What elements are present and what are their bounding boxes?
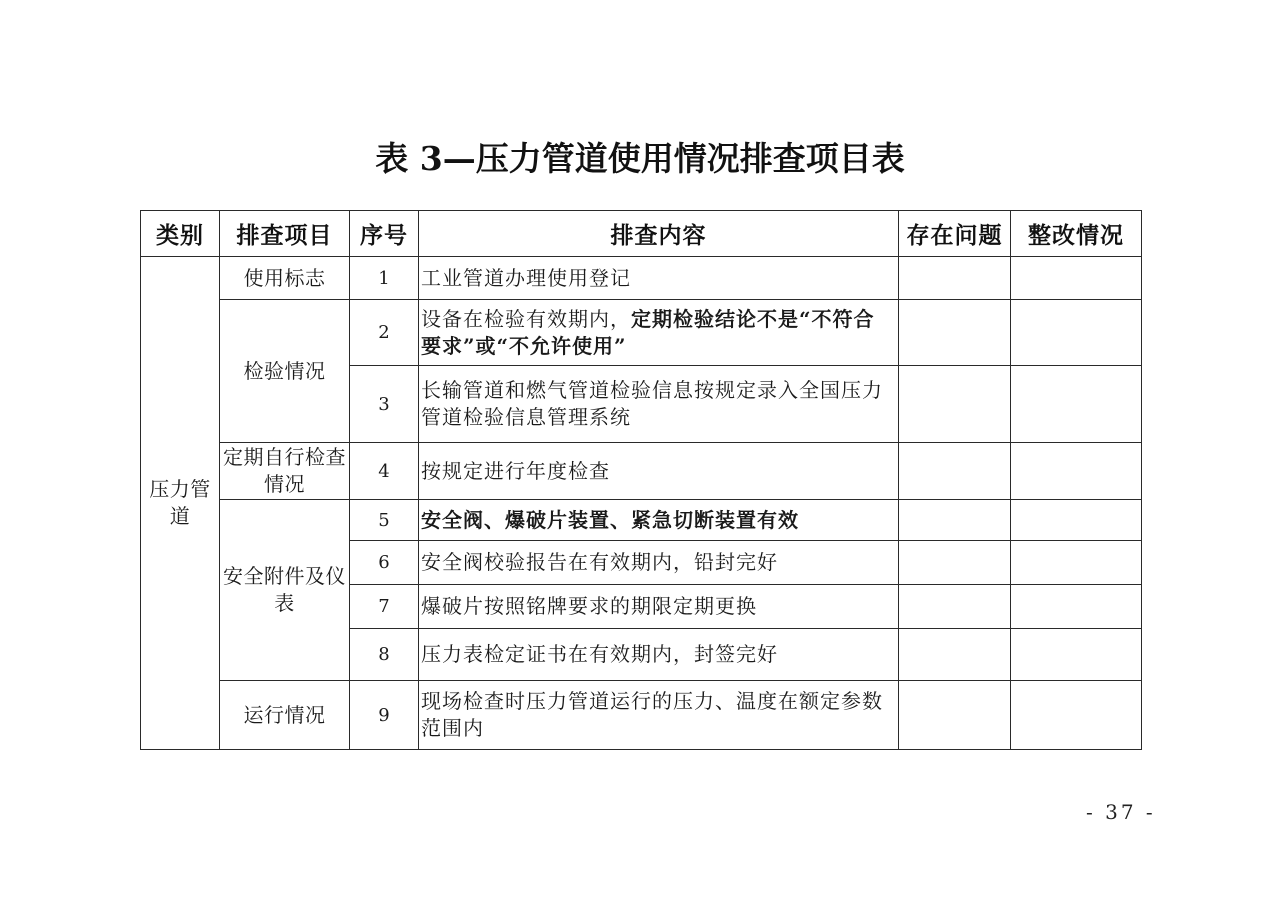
table-row — [141, 681, 1142, 750]
content-normal-text: 设备在检验有效期内， — [421, 306, 631, 331]
category-cell: 压力管道 — [141, 257, 220, 750]
header-category: 类别 — [141, 211, 220, 257]
issues-cell — [899, 257, 1011, 300]
issues-cell — [899, 585, 1011, 629]
number-cell: 9 — [350, 681, 419, 750]
item-cell: 安全附件及仪表 — [220, 500, 350, 681]
content-cell: 压力表检定证书在有效期内，封签完好 — [419, 629, 899, 681]
number-cell: 5 — [350, 500, 419, 541]
header-rectification: 整改情况 — [1011, 211, 1142, 257]
header-content: 排查内容 — [419, 211, 899, 257]
issues-cell — [899, 629, 1011, 681]
number-cell: 3 — [350, 366, 419, 443]
rectification-cell — [1011, 541, 1142, 585]
item-cell: 运行情况 — [220, 681, 350, 750]
content-cell: 安全阀、爆破片装置、紧急切断装置有效 — [419, 500, 899, 541]
rectification-cell — [1011, 585, 1142, 629]
content-bold-text: 定期检验结论不是“不符合要求”或“不允许使用” — [421, 306, 875, 358]
rectification-cell — [1011, 366, 1142, 443]
rectification-cell — [1011, 257, 1142, 300]
number-cell: 8 — [350, 629, 419, 681]
number-cell: 2 — [350, 300, 419, 366]
content-cell: 按规定进行年度检查 — [419, 443, 899, 500]
table-row — [141, 257, 1142, 300]
issues-cell — [899, 300, 1011, 366]
number-cell: 1 — [350, 257, 419, 300]
header-row — [141, 211, 1142, 257]
content-cell: 安全阀校验报告在有效期内，铅封完好 — [419, 541, 899, 585]
rectification-cell — [1011, 300, 1142, 366]
content-cell: 爆破片按照铭牌要求的期限定期更换 — [419, 585, 899, 629]
rectification-cell — [1011, 629, 1142, 681]
issues-cell — [899, 541, 1011, 585]
content-cell — [419, 300, 899, 366]
issues-cell — [899, 366, 1011, 443]
header-number: 序号 — [350, 211, 419, 257]
issues-cell — [899, 500, 1011, 541]
rectification-cell — [1011, 500, 1142, 541]
number-cell: 6 — [350, 541, 419, 585]
content-cell: 现场检查时压力管道运行的压力、温度在额定参数范围内 — [419, 681, 899, 750]
table-row — [141, 300, 1142, 366]
rectification-cell — [1011, 681, 1142, 750]
issues-cell — [899, 443, 1011, 500]
table-row — [141, 443, 1142, 500]
content-cell: 工业管道办理使用登记 — [419, 257, 899, 300]
inspection-table — [140, 210, 1142, 750]
item-cell: 定期自行检查情况 — [220, 443, 350, 500]
header-item: 排查项目 — [220, 211, 350, 257]
issues-cell — [899, 681, 1011, 750]
number-cell: 4 — [350, 443, 419, 500]
number-cell: 7 — [350, 585, 419, 629]
item-cell: 检验情况 — [220, 300, 350, 443]
item-cell: 使用标志 — [220, 257, 350, 300]
table-title: 表 3—压力管道使用情况排查项目表 — [375, 139, 905, 178]
page-number: - 37 - — [1086, 800, 1156, 824]
rectification-cell — [1011, 443, 1142, 500]
table-row — [141, 500, 1142, 541]
header-issues: 存在问题 — [899, 211, 1011, 257]
content-cell: 长输管道和燃气管道检验信息按规定录入全国压力管道检验信息管理系统 — [419, 366, 899, 443]
